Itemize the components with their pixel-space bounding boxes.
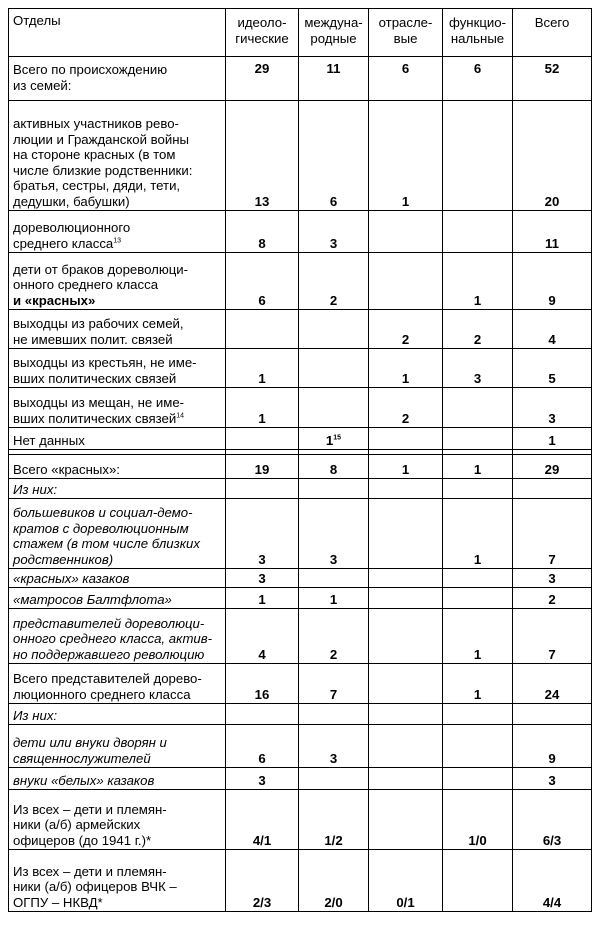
header-functional: функцио- нальные <box>443 9 513 57</box>
row-label: дети или внуки дворян и священнослужителей <box>9 725 226 768</box>
row-label: Из них: <box>9 704 226 725</box>
cell <box>226 310 299 349</box>
cell: 1 <box>226 349 299 388</box>
cell <box>443 479 513 499</box>
cell: 3 <box>513 388 592 428</box>
cell: 3 <box>226 768 299 790</box>
table-row <box>9 428 592 450</box>
cell: 6 <box>299 101 369 211</box>
cell: 3 <box>226 499 299 569</box>
table-row <box>9 499 592 569</box>
cell <box>513 479 592 499</box>
cell <box>369 664 443 704</box>
cell: 4 <box>226 609 299 664</box>
cell: 1 <box>443 609 513 664</box>
cell: 13 <box>226 101 299 211</box>
row-label: внуки «белых» казаков <box>9 768 226 790</box>
cell: 2 <box>369 310 443 349</box>
cell <box>369 704 443 725</box>
cell: 24 <box>513 664 592 704</box>
table-row <box>9 725 592 768</box>
row-label: Из всех – дети и племян- ники (а/б) офицеров ВЧК – ОГПУ – НКВД* <box>9 850 226 912</box>
cell: 7 <box>513 499 592 569</box>
cell <box>299 569 369 588</box>
table-row <box>9 790 592 850</box>
row-label: Всего представителей дорево- люционного среднего класса <box>9 664 226 704</box>
table-row <box>9 569 592 588</box>
header-international: междуна- родные <box>299 9 369 57</box>
cell <box>443 725 513 768</box>
row-label: большевиков и социал-демо- кратов с дореволюционным стажем (в том числе близких родственников) <box>9 499 226 569</box>
cell: 1 <box>369 349 443 388</box>
cell <box>443 428 513 450</box>
cell: 0/1 <box>369 850 443 912</box>
cell: 1 <box>513 428 592 450</box>
cell <box>226 704 299 725</box>
table-row <box>9 704 592 725</box>
cell: 1 <box>443 499 513 569</box>
header-ideological: идеоло- гические <box>226 9 299 57</box>
cell: 1 <box>369 101 443 211</box>
footnote-mark: 13 <box>113 237 122 245</box>
cell: 9 <box>513 725 592 768</box>
header-total: Всего <box>513 9 592 57</box>
footnote-mark: 15 <box>333 434 342 442</box>
table-row <box>9 664 592 704</box>
cell: 8 <box>226 211 299 253</box>
cell <box>369 588 443 609</box>
table-row <box>9 588 592 609</box>
cell <box>369 499 443 569</box>
row-label: Из всех – дети и племян- ники (а/б) армейских офицеров (до 1941 г.)* <box>9 790 226 850</box>
cell <box>369 609 443 664</box>
cell: 1 <box>443 455 513 479</box>
cell: 29 <box>226 57 299 101</box>
cell <box>369 211 443 253</box>
cell <box>299 479 369 499</box>
cell: 2 <box>299 253 369 310</box>
cell: 1 <box>299 588 369 609</box>
cell: 6 <box>226 253 299 310</box>
row-label: Из них: <box>9 479 226 499</box>
cell <box>443 569 513 588</box>
cell: 2 <box>299 609 369 664</box>
cell: 1 <box>443 664 513 704</box>
cell: 6 <box>443 57 513 101</box>
table-row <box>9 455 592 479</box>
cell <box>369 428 443 450</box>
table-row <box>9 850 592 912</box>
cell: 8 <box>299 455 369 479</box>
table-row <box>9 253 592 310</box>
cell <box>369 479 443 499</box>
table-row <box>9 388 592 428</box>
cell: 1 <box>443 253 513 310</box>
row-label: представителей дореволюци- онного среднего класса, актив- но поддержавшего революцию <box>9 609 226 664</box>
table-row <box>9 349 592 388</box>
statistics-table <box>8 8 592 912</box>
cell: 3 <box>443 349 513 388</box>
row-label: дореволюционного среднего класса$^{13}$ <box>9 211 226 253</box>
cell <box>299 388 369 428</box>
cell: $1^{15}$ <box>299 428 369 450</box>
cell: 6 <box>369 57 443 101</box>
table-row <box>9 479 592 499</box>
cell <box>299 349 369 388</box>
cell <box>443 850 513 912</box>
cell: 16 <box>226 664 299 704</box>
cell: 1 <box>226 588 299 609</box>
cell: 6/3 <box>513 790 592 850</box>
cell: 4/1 <box>226 790 299 850</box>
row-label: выходцы из крестьян, не име- вших политических связей <box>9 349 226 388</box>
footnote-mark: 14 <box>176 412 185 420</box>
cell: 3 <box>299 499 369 569</box>
cell: 20 <box>513 101 592 211</box>
cell <box>443 588 513 609</box>
cell: 52 <box>513 57 592 101</box>
header-row <box>9 9 592 57</box>
cell: 1/2 <box>299 790 369 850</box>
header-departments: Отделы <box>9 9 226 57</box>
cell <box>369 253 443 310</box>
table-row <box>9 768 592 790</box>
table-row <box>9 57 592 101</box>
header-sectoral: отрасле- вые <box>369 9 443 57</box>
cell <box>443 704 513 725</box>
cell: 1 <box>369 455 443 479</box>
row-label: Всего по происхождению из семей: <box>9 57 226 101</box>
cell: 7 <box>299 664 369 704</box>
cell <box>369 768 443 790</box>
row-label: Всего «красных»: <box>9 455 226 479</box>
cell <box>369 790 443 850</box>
cell <box>443 768 513 790</box>
cell: 5 <box>513 349 592 388</box>
cell: 6 <box>226 725 299 768</box>
cell: 19 <box>226 455 299 479</box>
cell <box>369 725 443 768</box>
cell <box>226 428 299 450</box>
cell <box>299 704 369 725</box>
cell: 2 <box>369 388 443 428</box>
cell: 3 <box>513 569 592 588</box>
cell: 2/0 <box>299 850 369 912</box>
cell: 3 <box>226 569 299 588</box>
cell <box>299 768 369 790</box>
cell <box>369 569 443 588</box>
cell <box>226 479 299 499</box>
cell: 1/0 <box>443 790 513 850</box>
table-row <box>9 101 592 211</box>
cell <box>513 704 592 725</box>
row-label: выходцы из мещан, не име- вших политических связей$^{14}$ <box>9 388 226 428</box>
cell: 7 <box>513 609 592 664</box>
row-label: Нет данных <box>9 428 226 450</box>
table-row <box>9 310 592 349</box>
table-row <box>9 211 592 253</box>
cell <box>443 388 513 428</box>
row-label: выходцы из рабочих семей, не имевших полит. связей <box>9 310 226 349</box>
row-label: «красных» казаков <box>9 569 226 588</box>
cell <box>443 101 513 211</box>
cell <box>443 211 513 253</box>
cell: 2 <box>513 588 592 609</box>
cell: 3 <box>299 211 369 253</box>
cell: 1 <box>226 388 299 428</box>
cell: 2 <box>443 310 513 349</box>
cell: 4/4 <box>513 850 592 912</box>
table-row <box>9 609 592 664</box>
row-label: дети от браков дореволюци- онного среднего класса и «красных» <box>9 253 226 310</box>
cell: 29 <box>513 455 592 479</box>
row-label: активных участников рево- люции и Гражданской войны на стороне красных (в том числе близкие родственники: братья, сестры, дяди, тети, дедушки, бабушки) <box>9 101 226 211</box>
cell: 3 <box>299 725 369 768</box>
row-label: «матросов Балтфлота» <box>9 588 226 609</box>
cell: 11 <box>299 57 369 101</box>
cell: 3 <box>513 768 592 790</box>
cell: 11 <box>513 211 592 253</box>
cell: 2/3 <box>226 850 299 912</box>
cell: 9 <box>513 253 592 310</box>
cell <box>299 310 369 349</box>
cell: 4 <box>513 310 592 349</box>
